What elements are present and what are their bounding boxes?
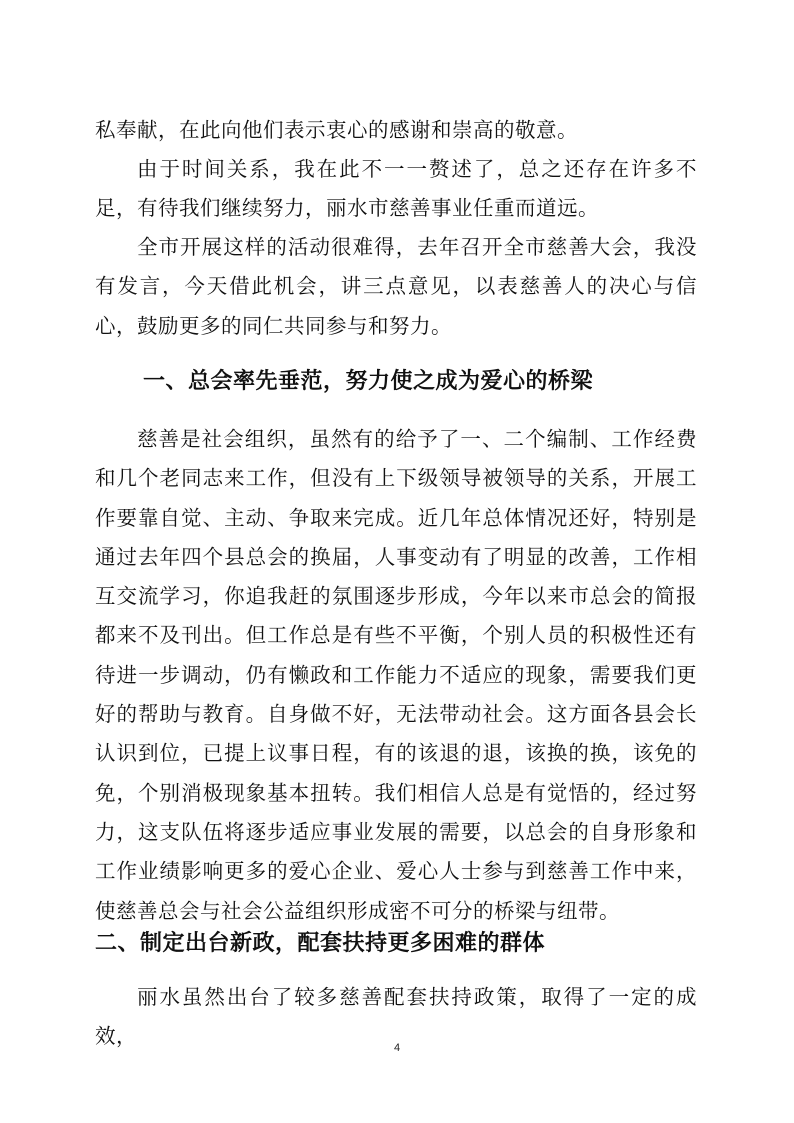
paragraph-introduction: 全市开展这样的活动很难得，去年召开全市慈善大会，我没有发言，今天借此机会，讲三点意见，以表慈善人的决心与信心，鼓励更多的同仁共同参与和努力。 [95, 235, 697, 338]
paragraph-section-2-body: 丽水虽然出台了较多慈善配套扶持政策，取得了一定的成效， [95, 985, 697, 1049]
section-heading-2: 二、制定出台新政，配套扶持更多困难的群体 [95, 931, 546, 956]
paragraph-continuation: 私奉献，在此向他们表示衷心的感谢和崇高的敬意。 [95, 118, 578, 142]
paragraph-time-constraint: 由于时间关系，我在此不一一赘述了，总之还存在许多不足，有待我们继续努力，丽水市慈善事业任重而道远。 [95, 157, 697, 221]
paragraph-section-1-body: 慈善是社会组织，虽然有的给予了一、二个编制、工作经费和几个老同志来工作，但没有上下级领导被领导的关系，开展工作要靠自觉、主动、争取来完成。近几年总体情况还好，特别是通过去年四个县总会的换届，人事变动有了明显的改善，工作相互交流学习，你追我赶的氛围逐步形成，今年以来市总会的简报都来不及刊出。但工作总是有些不平衡，个别人员的积极性还有待进一步调动，仍有懒政和工作能力不适应的现象，需要我们更好的帮助与教育。自身做不好，无法带动社会。这方面各县会长认识到位，已提上议事日程，有的该退的退，该换的换，该免的免，个别消极现象基本扭转。我们相信人总是有觉悟的，经过努力，这支队伍将逐步适应事业发展的需要，以总会的自身形象和工作业绩影响更多的爱心企业、爱心人士参与到慈善工作中来，使慈善总会与社会公益组织形成密不可分的桥梁与纽带。 [95, 427, 697, 923]
page-number: 4 [393, 1042, 401, 1054]
section-heading-1: 一、总会率先垂范，努力使之成为爱心的桥梁 [143, 369, 594, 394]
